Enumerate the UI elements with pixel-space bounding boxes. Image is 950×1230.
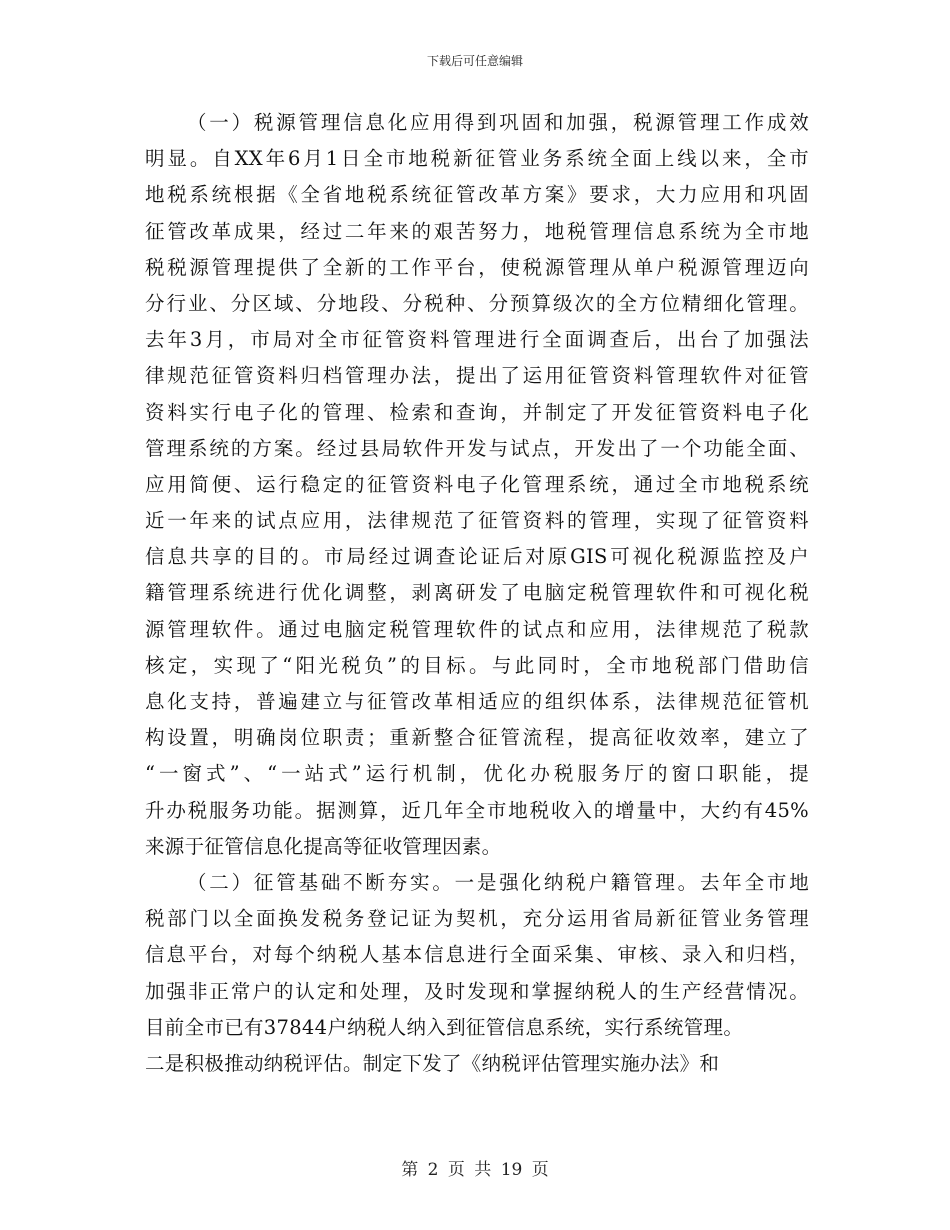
paragraph-line: 管理系统的方案。经过县局软件开发与试点，开发出了一个功能全面、 xyxy=(145,436,809,460)
paragraph-line: 近一年来的试点应用，法律规范了征管资料的管理，实现了征管资料 xyxy=(145,509,809,533)
page-header-note: 下载后可任意编辑 xyxy=(426,54,523,68)
paragraph-line: （一）税源管理信息化应用得到巩固和加强，税源管理工作成效 xyxy=(187,111,809,134)
paragraph-line: 资料实行电子化的管理、检索和查询，并制定了开发征管资料电子化 xyxy=(145,400,809,424)
paragraph-line: 应用简便、运行稳定的征管资料电子化管理系统，通过全市地税系统 xyxy=(145,472,809,496)
paragraph-line: 律规范征管资料归档管理办法，提出了运用征管资料管理软件对征管 xyxy=(145,364,809,388)
paragraph-line: 目前全市已有37844户纳税人纳入到征管信息系统，实行系统管理。 xyxy=(145,1015,744,1039)
paragraph-line: 来源于征管信息化提高等征收管理因素。 xyxy=(145,834,502,858)
paragraph-line: 信息共享的目的。市局经过调查论证后对原GIS可视化税源监控及户 xyxy=(145,545,809,569)
paragraph-line: （二）征管基础不断夯实。一是强化纳税户籍管理。去年全市地 xyxy=(187,870,809,894)
paragraph-line: 籍管理系统进行优化调整，剥离研发了电脑定税管理软件和可视化税 xyxy=(145,581,809,605)
paragraph-line: 税税源管理提供了全新的工作平台，使税源管理从单户税源管理迈向 xyxy=(145,255,809,279)
paragraph-line: 地税系统根据《全省地税系统征管改革方案》要求，大力应用和巩固 xyxy=(145,183,809,207)
paragraph-line: 升办税服务功能。据测算，近几年全市地税收入的增量中，大约有45% xyxy=(145,798,809,822)
paragraph-line: 去年3月，市局对全市征管资料管理进行全面调查后，出台了加强法 xyxy=(145,328,809,352)
paragraph-line: 息化支持，普遍建立与征管改革相适应的组织体系，法律规范征管机 xyxy=(145,690,809,713)
paragraph-line: 征管改革成果，经过二年来的艰苦努力，地税管理信息系统为全市地 xyxy=(145,219,809,243)
paragraph-line: 构设置，明确岗位职责；重新整合征管流程，提高征收效率，建立了 xyxy=(145,726,809,750)
paragraph-line: 源管理软件。通过电脑定税管理软件的试点和应用，法律规范了税款 xyxy=(145,617,809,641)
paragraph-line: 税部门以全面换发税务登记证为契机，充分运用省局新征管业务管理 xyxy=(145,907,809,931)
document-body xyxy=(145,105,809,1082)
paragraph-line: 核定，实现了“阳光税负”的目标。与此同时，全市地税部门借助信 xyxy=(145,653,809,677)
page-number-footer: 第 2 页 共 19 页 xyxy=(401,1160,549,1180)
paragraph-line: 二是积极推动纳税评估。制定下发了《纳税评估管理实施办法》和 xyxy=(145,1051,720,1075)
paragraph-line: 明显。自XX年6月1日全市地税新征管业务系统全面上线以来，全市 xyxy=(145,147,809,171)
paragraph-line: “一窗式”、“一站式”运行机制，优化办税服务厅的窗口职能，提 xyxy=(145,762,809,786)
paragraph-line: 加强非正常户的认定和处理，及时发现和掌握纳税人的生产经营情况。 xyxy=(145,979,809,1003)
paragraph-line: 信息平台，对每个纳税人基本信息进行全面采集、审核、录入和归档， xyxy=(145,943,809,967)
paragraph-line: 分行业、分区域、分地段、分税种、分预算级次的全方位精细化管理。 xyxy=(145,291,809,315)
